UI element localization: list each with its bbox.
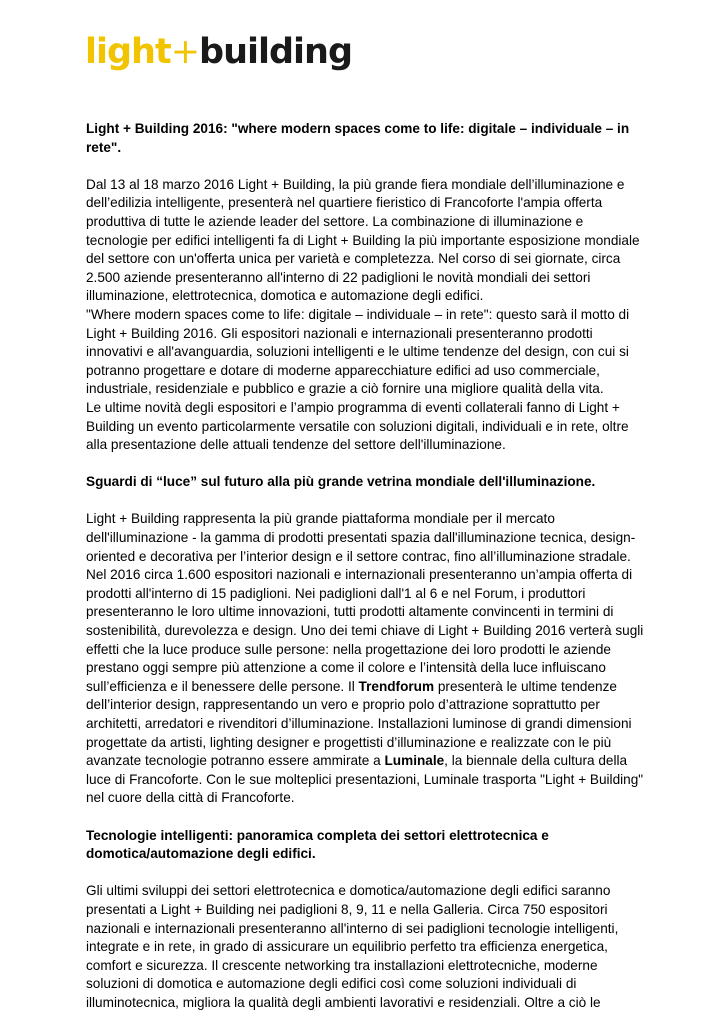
brand-logo (85, 30, 352, 74)
spacer (86, 808, 646, 827)
section2-text-a: Light + Building rappresenta la più grande piattaforma mondiale per il mercato dell'illuminazione - la gamma di prodotti presentati spazia dall'illuminazione tecnica, design-oriented e decorativa per l’interior design e il settore contrac, fino all’illuminazione stradale. Nel 2016 circa 1.600 espositori nazionali e internazionali presenteranno un’ampia offerta di prodotti all'interno di 15 padiglioni. Nei padiglioni dall'1 al 6 e nel Forum, i produttori presenteranno le loro ultime innovazioni, tutti prodotti altamente convincenti in termini di sostenibilità, durevolezza e design. Uno dei temi chiave di Light + Building 2016 verterà sugli effetti che la luce produce sulle persone: nella progettazione dei loro prodotti le aziende prestano oggi sempre più attenzione a come il colore e l’intensità della luce influiscano sull’efficienza e il benessere delle persone. Il (86, 511, 644, 694)
trendforum-bold: Trendforum (358, 678, 435, 694)
spacer (86, 157, 646, 176)
section1-paragraph-1: Dal 13 al 18 marzo 2016 Light + Building, la più grande fiera mondiale dell’illuminazione e dell’edilizia intelligente, presenterà nel quartiere fieristico di Francoforte l'ampia offerta produttiva di tutte le aziende leader del settore. La combinazione di illuminazione e tecnologie per edifici intelligenti fa di Light + Building la più importante esposizione mondiale del settore con un'offerta unica per varietà e completezza. Nel corso di sei giornate, circa 2.500 aziende presenteranno all'interno di 22 padiglioni le novità mondiali dei settori illuminazione, elettrotecnica, domotica e automazione degli edifici. (86, 176, 640, 304)
section2-paragraph (86, 510, 646, 808)
main-heading: Light + Building 2016: "where modern spaces come to life: digitale – individuale – in rete". (86, 121, 630, 155)
press-release-body (86, 120, 646, 1013)
section2-text-c: , la biennale della cultura della luce di Francoforte. Con le sue molteplici presentazioni, Luminale trasporta "Light + Building" nel cuore della città di Francoforte. (86, 753, 644, 806)
spacer (86, 864, 646, 883)
section1-paragraph-2: "Where modern spaces come to life: digitale – individuale – in rete": questo sarà il motto di Light + Building 2016. Gli espositori nazionali e internazionali presenteranno prodotti innovativi e all'avanguardia, soluzioni intelligenti e le ultime tendenze del design, con cui si potranno progettare e dotare di moderne apparecchiature edifici ad uso commerciale, industriale, residenziale e pubblico e grazie a ciò fornire una migliore qualità della vita. (86, 306, 630, 397)
section2-heading: Sguardi di “luce” sul futuro alla più grande vetrina mondiale dell'illuminazione. (86, 474, 596, 490)
logo-light-text: light (85, 32, 171, 72)
logo-plus-sign: + (170, 32, 200, 72)
section3-paragraph: Gli ultimi sviluppi dei settori elettrotecnica e domotica/automazione degli edifici saranno presentati a Light + Building nei padiglioni 8, 9, 11 e nella Galleria. Circa 750 espositori nazionali e internazionali presenteranno all'interno di sei padiglioni tecnologie intelligenti, integrate e in rete, in grado di assicurare un equilibrio perfetto tra efficienza energetica, comfort e sicurezza. Il crescente networking tra installazioni elettrotecniche, moderne soluzioni di domotica e automazione degli edifici così come soluzioni individuali di illuminotecnica, migliora la qualità degli ambienti lavorativi e residenziali. Oltre a ciò le (86, 883, 619, 1010)
logo-building-text: building (199, 32, 353, 72)
luminale-bold: Luminale (384, 753, 445, 769)
section2-text-b: presenterà le ultime tendenze dell’interior design, rappresentando un vero e proprio polo d’attrazione soprattutto per architetti, arredatori e rivenditori d’illuminazione. Installazioni luminose di grandi dimensioni progettate da artisti, lighting designer e progettisti d’illuminazione e realizzate con le più avanzate tecnologie potranno essere ammirate a (86, 678, 632, 769)
section3-heading: Tecnologie intelligenti: panoramica completa dei settori elettrotecnica e domotica/automazione degli edifici. (86, 827, 549, 862)
spacer (86, 455, 646, 474)
spacer (86, 492, 646, 511)
section1-paragraph-3: Le ultime novità degli espositori e l’ampio programma di eventi collaterali fanno di Light + Building un evento particolarmente versatile con soluzioni digitali, individuali e in rete, oltre alla presentazione delle attuali tendenze del settore dell'illuminazione. (86, 399, 629, 453)
